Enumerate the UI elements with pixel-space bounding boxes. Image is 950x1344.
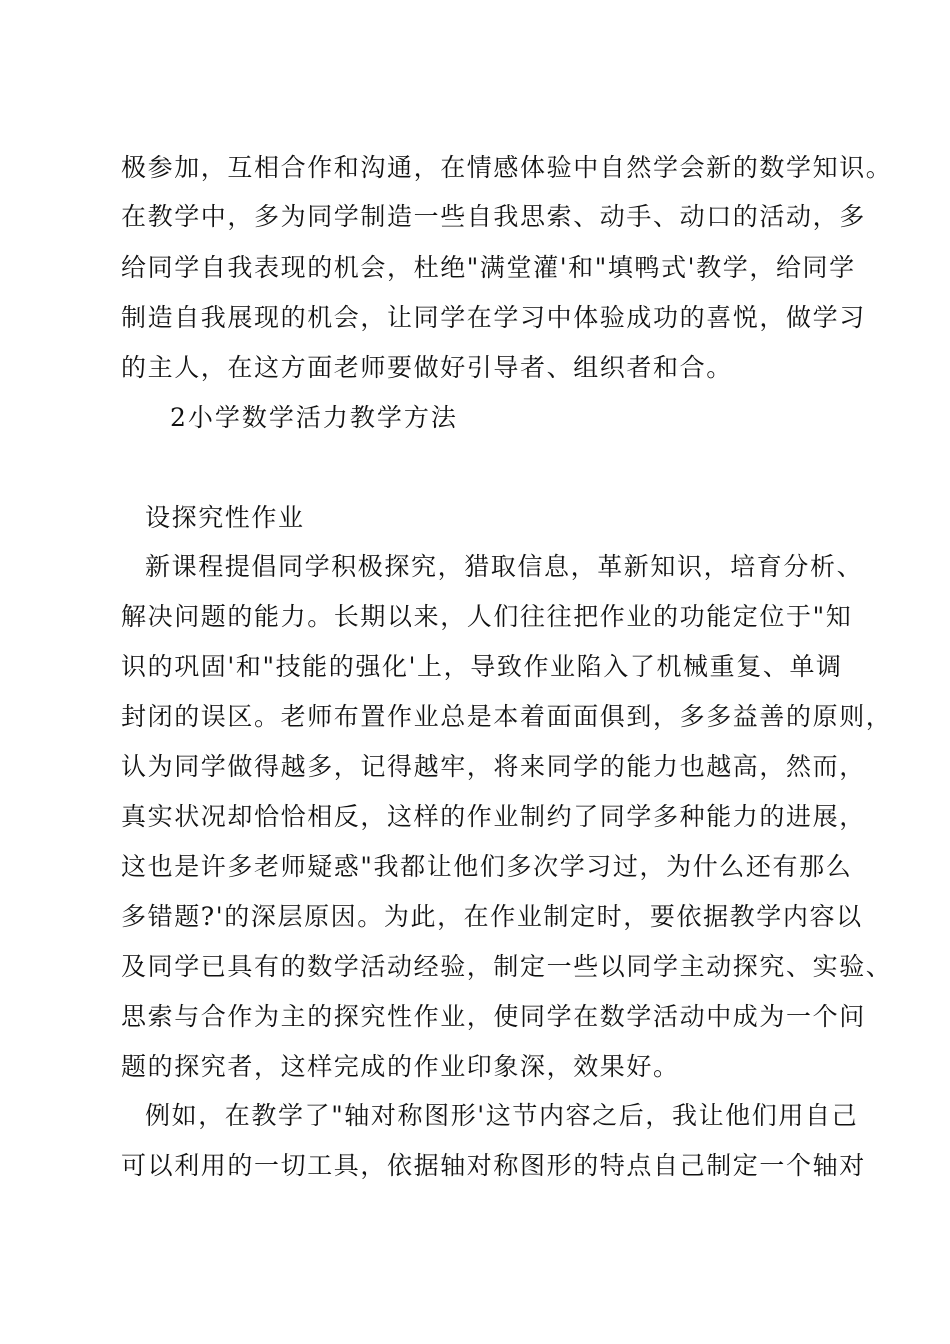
text-line: 的主人，在这方面老师要做好引导者、组织者和合。 [121,353,733,382]
text-line: 题的探究者，这样完成的作业印象深，效果好。 [121,1052,680,1081]
text-line: 给同学自我表现的机会，杜绝"满堂灌'和"填鸭式'教学，给同学 [121,253,856,282]
text-line: 极参加，互相合作和沟通，在情感体验中自然学会新的数学知识。 [121,153,893,182]
text-line: 解决问题的能力。长期以来，人们往往把作业的功能定位于"知 [121,602,853,631]
text-line: 识的巩固'和"技能的强化'上，导致作业陷入了机械重复、单调 [121,652,843,681]
text-line: 制造自我展现的机会，让同学在学习中体验成功的喜悦，做学习 [121,303,866,332]
text-line: 多错题?'的深层原因。为此，在作业制定时，要依据教学内容以 [121,902,863,931]
section-heading: 2小学数学活力教学方法 [170,403,458,432]
text-line: 真实状况却恰恰相反，这样的作业制约了同学多种能力的进展， [121,802,866,831]
text-line: 封闭的误区。老师布置作业总是本着面面俱到，多多益善的原则， [121,702,893,731]
text-line: 这也是许多老师疑惑"我都让他们多次学习过，为什么还有那么 [121,852,853,881]
text-line: 可以利用的一切工具，依据轴对称图形的特点自己制定一个轴对 [121,1151,866,1180]
text-line: 及同学已具有的数学活动经验，制定一些以同学主动探究、实验、 [121,952,893,981]
text-line: 思索与合作为主的探究性作业，使同学在数学活动中成为一个问 [121,1002,866,1031]
text-line: 在教学中，多为同学制造一些自我思索、动手、动口的活动，多 [121,202,866,231]
text-line: 新课程提倡同学积极探究，猎取信息，革新知识，培育分析、 [145,552,864,581]
text-line: 认为同学做得越多，记得越牢，将来同学的能力也越高，然而， [121,752,866,781]
subheading: 设探究性作业 [145,503,305,532]
text-line: 例如，在教学了"轴对称图形'这节内容之后，我让他们用自己 [145,1101,859,1130]
